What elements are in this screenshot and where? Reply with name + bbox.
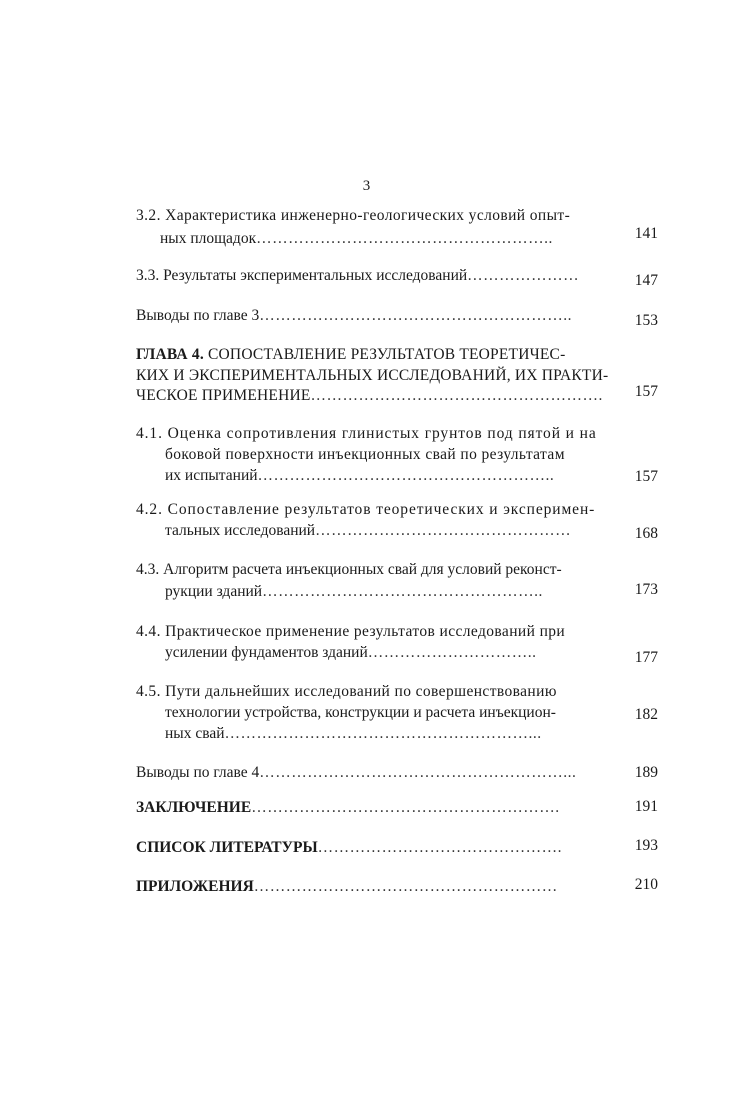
toc-entry-3-3-title: 3.3. Результаты экспериментальных исследований <box>136 267 468 284</box>
chapter-label: ГЛАВА 4. <box>136 346 204 363</box>
toc-entry-conclusions-4 <box>136 763 576 783</box>
toc-entry-appendices-page: 210 <box>634 876 658 893</box>
toc-entry-conclusion <box>136 798 560 818</box>
toc-entry-4-2-title-end: тальных исследований <box>165 522 316 539</box>
toc-entry-4-5-line1: 4.5. Пути дальнейших исследований по совершенствованию <box>136 683 557 700</box>
toc-entry-conclusions-3-page: 153 <box>634 312 658 329</box>
dot-leader: ………………………………………………. <box>310 387 603 404</box>
toc-entry-conclusions-3 <box>136 306 572 326</box>
toc-entry-4-3-title-end: рукции зданий <box>165 583 263 600</box>
toc-entry-4-4-line1: 4.4. Практическое применение результатов исследований при <box>136 623 566 640</box>
toc-entry-4-2-page: 168 <box>634 525 658 542</box>
toc-entry-references <box>136 838 562 858</box>
toc-entry-conclusion-title: ЗАКЛЮЧЕНИЕ <box>136 799 252 816</box>
dot-leader: …………………………………………………... <box>259 764 577 781</box>
toc-entry-3-3 <box>136 266 579 286</box>
toc-entry-4-3-line2 <box>165 582 543 602</box>
toc-entry-conclusion-page: 191 <box>634 798 658 815</box>
toc-entry-4-5-line3 <box>165 724 542 744</box>
toc-entry-4-3-page: 173 <box>634 581 658 598</box>
toc-entry-references-title: СПИСОК ЛИТЕРАТУРЫ <box>136 839 318 856</box>
toc-entry-3-2-page: 141 <box>634 225 658 242</box>
toc-entry-appendices <box>136 877 558 897</box>
toc-entry-4-5-line2: технологии устройства, конструкции и расчета инъекцион- <box>165 704 556 721</box>
toc-entry-4-2-line1: 4.2. Сопоставление результатов теоретических и эксперимен- <box>136 501 596 518</box>
toc-entry-4-1-title-end: их испытаний <box>165 467 258 484</box>
toc-entry-conclusions-3-title: Выводы по главе 3 <box>136 307 260 324</box>
toc-entry-conclusions-4-page: 189 <box>634 764 658 781</box>
dot-leader: ………………… <box>467 267 580 284</box>
page-number: 3 <box>362 178 371 194</box>
toc-entry-4-5-title-end: ных свай <box>165 725 225 742</box>
dot-leader: ……………………………………………….. <box>257 467 555 484</box>
dot-leader: ………………………………………… <box>315 522 572 539</box>
toc-entry-4-5-page: 182 <box>634 706 658 723</box>
toc-entry-3-3-page: 147 <box>634 272 658 289</box>
toc-entry-4-1-line1: 4.1. Оценка сопротивления глинистых грунтов под пятой и на <box>136 425 597 442</box>
toc-entry-3-2-line2 <box>160 229 553 249</box>
toc-entry-3-2-title-end: ных площадок <box>160 230 257 247</box>
toc-entry-4-4-line2 <box>165 643 537 663</box>
toc-entry-3-2-line1: 3.2. Характеристика инженерно-геологических условий опыт- <box>136 207 571 224</box>
dot-leader: ………………………….. <box>367 644 537 661</box>
toc-entry-4-1-page: 157 <box>634 468 658 485</box>
toc-entry-4-2-line2 <box>165 521 571 541</box>
dot-leader: ………………………………………. <box>317 839 563 856</box>
dot-leader: ………………………………………………….. <box>259 307 573 324</box>
chapter-title-part1: СОПОСТАВЛЕНИЕ РЕЗУЛЬТАТОВ ТЕОРЕТИЧЕС- <box>203 346 566 363</box>
toc-entry-4-1-line2: боковой поверхности инъекционных свай по результатам <box>165 446 565 463</box>
dot-leader: ……………………………………………….. <box>256 230 553 247</box>
dot-leader: …………………………………………………... <box>224 725 542 742</box>
toc-chapter-4-line2: КИХ И ЭКСПЕРИМЕНТАЛЬНЫХ ИССЛЕДОВАНИЙ, ИХ ПРАКТИ- <box>136 367 609 384</box>
toc-entry-conclusions-4-title: Выводы по главе 4 <box>136 764 260 781</box>
toc-entry-appendices-title: ПРИЛОЖЕНИЯ <box>136 878 254 895</box>
toc-chapter-4-line1 <box>136 345 565 365</box>
toc-entry-4-4-page: 177 <box>634 649 658 666</box>
chapter-title-part3: ЧЕСКОЕ ПРИМЕНЕНИЕ <box>136 387 311 404</box>
toc-entry-4-1-line3 <box>165 466 554 486</box>
dot-leader: …………………………………………………. <box>251 799 560 816</box>
dot-leader: ………………………………………………… <box>253 878 558 895</box>
toc-entry-4-4-title-end: усилении фундаментов зданий <box>165 644 368 661</box>
dot-leader: …………………………………………….. <box>262 583 543 600</box>
toc-chapter-4-line3 <box>136 386 603 406</box>
toc-entry-4-3-line1: 4.3. Алгоритм расчета инъекционных свай для условий реконст- <box>136 561 562 578</box>
toc-chapter-4-page: 157 <box>634 383 658 400</box>
toc-entry-references-page: 193 <box>634 837 658 854</box>
